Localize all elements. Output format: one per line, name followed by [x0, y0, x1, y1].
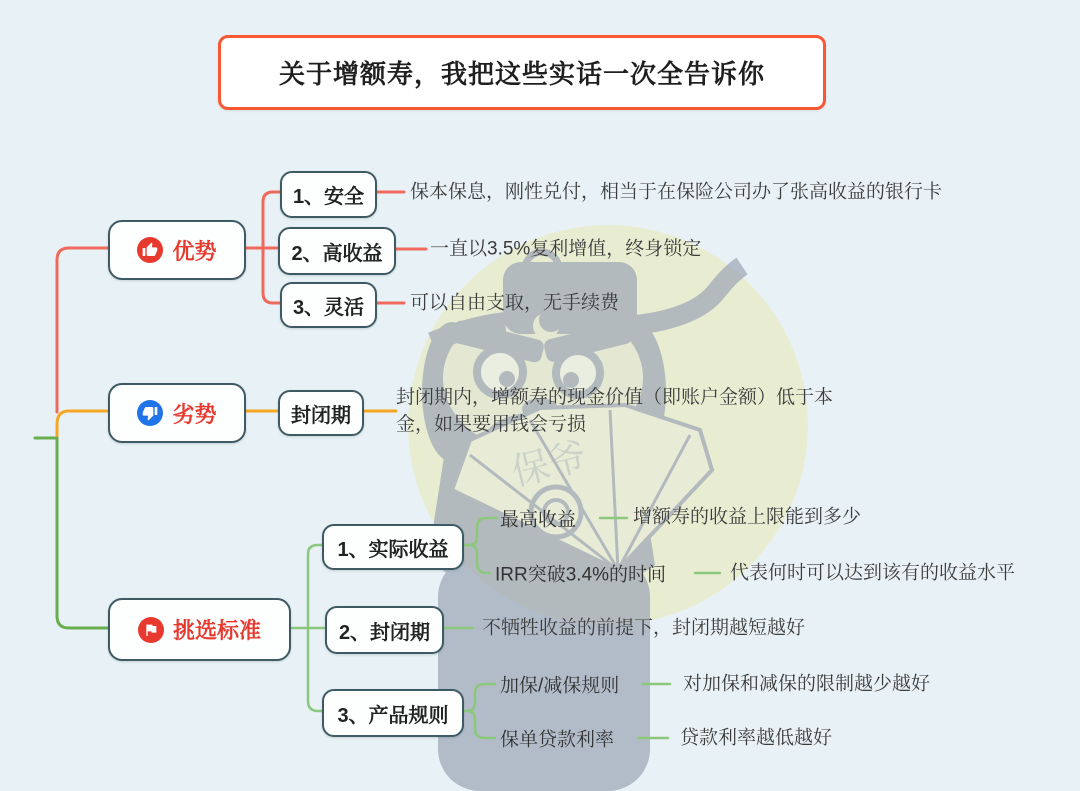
edge-rules-addreduce	[460, 684, 495, 711]
node-criteria[interactable]	[108, 598, 291, 661]
node-safety-label: 1、安全	[292, 186, 365, 208]
edge-root-criteria	[57, 438, 108, 628]
watermark-fan-text: 保爷	[506, 433, 592, 495]
note-high-yield: 一直以3.5%复利增值，终身锁定	[430, 238, 702, 260]
note-policy-loan-rate: 贷款利率越低越好	[680, 727, 833, 749]
node-flexible[interactable]	[280, 282, 377, 328]
node-actual-yield-label: 1、实际收益	[337, 538, 449, 561]
note-safety: 保本保息，刚性兑付，相当于在保险公司办了张高收益的银行卡	[410, 181, 943, 203]
node-lockup-period[interactable]	[278, 390, 364, 436]
note-max-yield: 增额寿的收益上限能到多少	[633, 506, 862, 528]
node-advantages[interactable]	[108, 220, 246, 280]
node-product-rules-label: 3、产品规则	[337, 704, 449, 727]
edge-rules-loan	[467, 711, 495, 738]
thumbs-down-icon	[137, 400, 163, 426]
note-irr-time: 代表何时可以达到该有的收益水平	[730, 562, 1016, 584]
leaf-policy-loan-rate: 保单贷款利率	[500, 729, 615, 751]
leaf-add-reduce-rules: 加保/减保规则	[500, 675, 620, 697]
node-high-yield-label: 2、高收益	[291, 242, 383, 265]
note-flexible: 可以自由支取，无手续费	[410, 292, 620, 314]
node-disadvantages[interactable]	[108, 383, 246, 443]
node-safety[interactable]	[280, 171, 377, 218]
node-product-rules[interactable]	[322, 689, 464, 737]
edge-root-disadvantages	[57, 411, 108, 438]
page-title: 关于增额寿，我把这些实话一次全告诉你	[218, 35, 826, 110]
edge-actualyield-max	[460, 518, 497, 545]
node-advantages-label: 优势	[172, 238, 217, 264]
node-criteria-label: 挑选标准	[172, 618, 261, 643]
leaf-irr-time: IRR突破3.4%的时间	[495, 564, 667, 586]
node-disadvantages-label: 劣势	[172, 401, 217, 427]
edge-actualyield-irr	[469, 545, 490, 573]
edge-cri-actualyield	[308, 545, 322, 628]
note-add-reduce-rules: 对加保和减保的限制越少越好	[683, 673, 931, 695]
node-high-yield[interactable]	[278, 227, 396, 275]
node-lockup-criterion[interactable]	[325, 606, 444, 654]
node-lockup-criterion-label: 2、封闭期	[338, 621, 431, 644]
edge-root-advantages	[57, 248, 108, 412]
flag-icon	[138, 617, 164, 643]
note-lockup-criterion: 不牺牲收益的前提下，封闭期越短越好	[482, 617, 806, 639]
node-lockup-period-label: 封闭期	[291, 404, 351, 427]
thumbs-up-icon	[137, 237, 163, 263]
node-actual-yield[interactable]	[322, 524, 464, 570]
leaf-max-yield: 最高收益	[500, 509, 577, 531]
note-lockup-period: 封闭期内，增额寿的现金价值（即账户金额）低于本金，如果要用钱会亏损	[396, 387, 834, 435]
edge-cri-productrules	[308, 628, 322, 711]
node-flexible-label: 3、灵活	[292, 296, 365, 319]
